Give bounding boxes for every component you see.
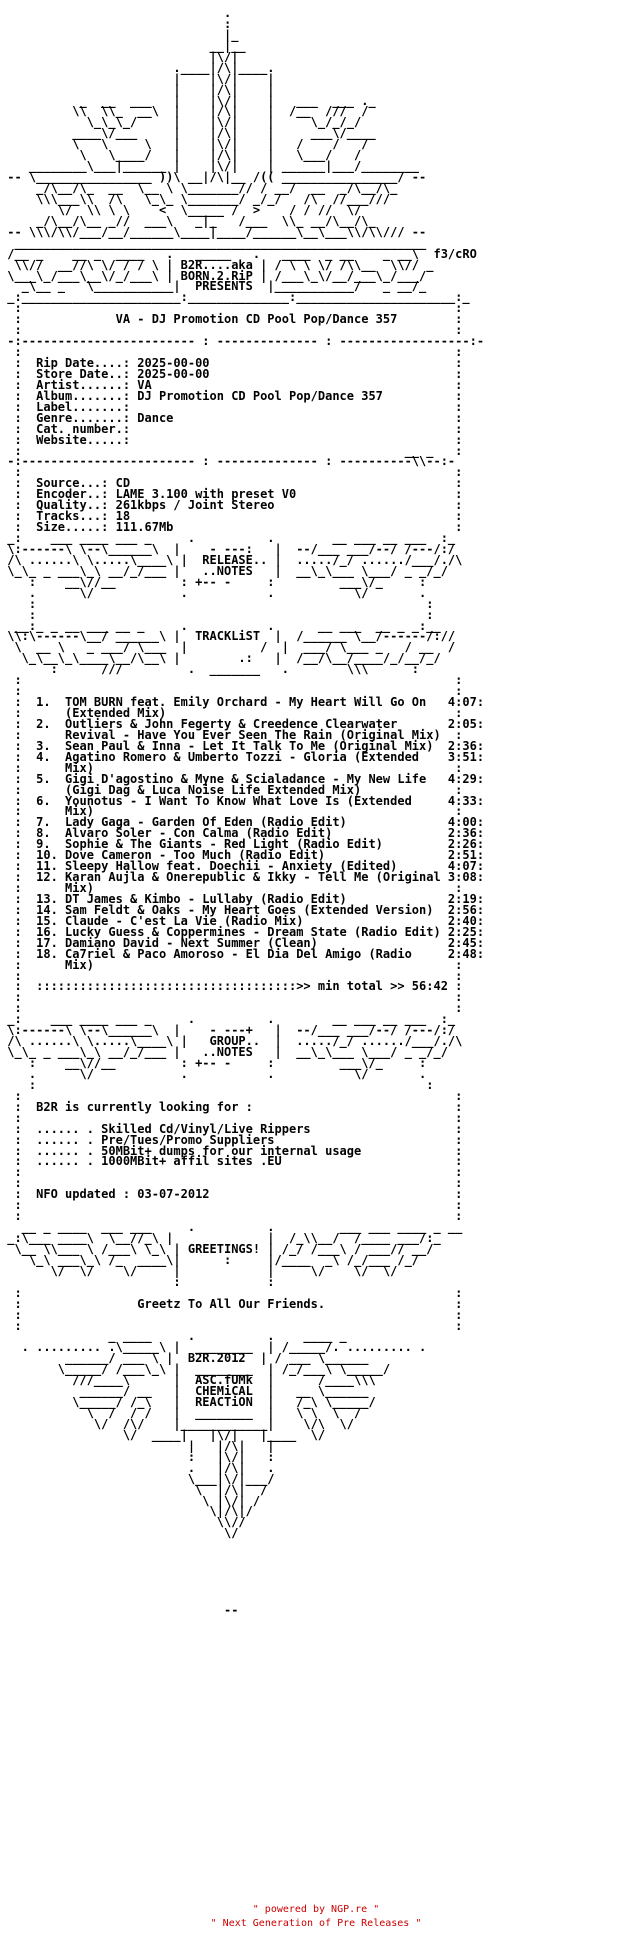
nfo-line: \\// __//\ \/ / / \ | B2R....aka | / \ \ \/ /\\__ \\// _ <box>0 257 434 272</box>
nfo-line: -- \________________ ))\ __|/\|__ /(( ________________/ -- <box>0 170 427 185</box>
nfo-line: \\\___\\ /\ \_\_ \_______/ _/_/ /\ //___/// <box>0 191 391 206</box>
nfo-line: _/\__/\_ __ \__ \ \_______// / __/ __ _/\__/\_ <box>0 181 398 195</box>
nfo-line: : Size.....: 111.67Mb : <box>0 520 463 535</box>
nfo-line <box>0 1561 632 1572</box>
nfo-line: : 18. Ca7riel & Paco Amoroso - El Dia Del Amigo (Radio 2:48: <box>0 946 485 961</box>
nfo-line: \_____/ /___\_\ | ________ | /_/___\ \_____/ <box>0 1362 391 1377</box>
nfo-line: : Cat. number.: : <box>0 421 463 436</box>
footer-tagline: " Next Generation of Pre Releases " <box>210 1918 422 1929</box>
nfo-line: : 2. Outliers & John Fegerty & Creedence Clearwater 2:05: <box>0 716 485 731</box>
nfo-line: : : <box>0 323 463 338</box>
nfo-line: : Genre.......: Dance : <box>0 410 463 425</box>
nfo-line: \|/\|/ <box>0 1504 253 1519</box>
nfo-line: : : <box>0 596 434 611</box>
nfo-line: __:_ _ __ ___ __ _ . . __ ___ __ _ _:__ <box>0 618 441 633</box>
nfo-line: : : <box>0 1285 463 1300</box>
nfo-line: \\:\------\__/ ______\ | TRACKLiST | /______ \__/------/:// <box>0 629 456 644</box>
nfo-line: : |\/| : <box>0 1449 275 1464</box>
nfo-line: /\ ......\ \.....\____\ | GROUP.. | ...../_/ ....../___/./\ <box>0 1034 463 1049</box>
nfo-line: : ...... . Skilled Cd/Vinyl/Live Rippers : <box>0 1121 463 1136</box>
nfo-line: : 17. Damiano David - Next Summer (Clean) 2:45: <box>0 935 485 950</box>
nfo-line: : 11. Sleepy Hallow feat. Doechii - Anxiety (Edited) 4:07: <box>0 859 485 874</box>
nfo-line: : NFO updated : 03-07-2012 : <box>0 1187 463 1202</box>
nfo-line: -:------------------------ : -------------- : ------------------:- <box>0 334 485 349</box>
nfo-line: : : <box>0 607 434 622</box>
nfo-line: : 14. Sam Feldt & Oaks - My Heart Goes (Extended Version) 2:56: <box>0 902 485 917</box>
nfo-line: \___\_/___\__\/_/___\ | BORN.2.RiP | /___\_\/__/___\_/___/ <box>0 268 427 283</box>
nfo-line: : 4. Agatino Romero & Umberto Tozzi - Gloria (Extended 3:51: <box>0 749 485 764</box>
nfo-line: : Encoder..: LAME 3.100 with preset V0 : <box>0 487 463 502</box>
nfo-line: _ __ ___ | |\/| | ___ ___ ._ <box>0 93 376 108</box>
nfo-line: : 9. Sophie & The Giants - Red Light (Radio Edit) 2:26: <box>0 837 485 852</box>
nfo-line: \ |\/| / <box>0 1493 261 1508</box>
nfo-text <box>0 8 632 1616</box>
nfo-line: : 16. Lucky Guess & Coppermines - Dream State (Radio Edit) 2:25: <box>0 924 485 939</box>
nfo-line: : : <box>0 1176 463 1191</box>
nfo-line: : ::::::::::::::::::::::::::::::::::::>> min total >> 56:42 : <box>0 979 463 994</box>
nfo-line: \_\__\_\____\__/\__\ | .: | /__/\__/____/_/__/_/ <box>0 651 441 666</box>
nfo-line: \\ \\_ __\ | |/\| | /__ /// / <box>0 104 369 119</box>
nfo-line: _: ___ ____ ___ _ . . __ ___ __ ___ :_ <box>0 1012 456 1027</box>
nfo-line: \_\_\_/ | |\/| | \_/_/_/ <box>0 115 362 130</box>
nfo-line: : /// . _______ . \\\ : <box>0 662 420 677</box>
nfo-line: ______/ ___ \ | B2R.2012 | / ___ \______ <box>0 1351 369 1366</box>
nfo-line: _ ____ . . ____ _ <box>0 1329 347 1344</box>
nfo-line: : Rip Date....: 2025-00-00 : <box>0 356 463 370</box>
nfo-line: : VA - DJ Promotion CD Pool Pop/Dance 357 : <box>0 312 463 327</box>
nfo-line: \_\ ___\_\ /_ ____\| : |/____ _\ /_/___ /_/ <box>0 1252 420 1267</box>
nfo-line: |\/| <box>0 49 239 64</box>
nfo-line: |_ <box>0 27 239 42</box>
nfo-line: : : <box>0 1274 275 1289</box>
nfo-line: : : <box>0 465 463 480</box>
nfo-line: ______/ __ | CHEMiCAL | __ \______ <box>0 1384 369 1399</box>
nfo-line: \_\_ _ ___\_\ __/_/___ | ..NOTES | __\_\___ \___/ _ _/_/ <box>0 563 448 578</box>
nfo-line: : __\//__ : +-- - : ___\/_ : <box>0 574 427 589</box>
nfo-line: \ \____/ | |/\| | \___/ / <box>0 148 362 163</box>
nfo-line: : : <box>0 684 463 699</box>
nfo-line: : B2R is currently looking for : : <box>0 1099 463 1114</box>
nfo-line: : ...... . 1000MBit+ affil sites .EU : <box>0 1154 463 1169</box>
nfo-line <box>0 1550 632 1561</box>
nfo-line: \ \ \ | |\/| | / / / <box>0 137 369 152</box>
nfo-line: . |/\| . <box>0 1460 275 1475</box>
nfo-line: . \/ . . \/ . <box>0 1066 427 1081</box>
nfo-line: \:------\ \--\______\ | - ---+ | --/___ ___/--/ /---/:/ <box>0 1023 456 1038</box>
nfo-line: _\__ _ \___________| PRESENTS |___________/ _ __/_ <box>0 279 427 294</box>
nfo-line: : : <box>0 1165 463 1180</box>
nfo-line: : 15. Claude - C'est La Vie (Radio Mix) 2:40: <box>0 913 485 928</box>
nfo-line: __ _ ____ ___ ___ . . ___ ___ ____ _ __ <box>0 1220 463 1235</box>
nfo-line: : 12. Karan Aujla & Onerepublic & Ikky - Tell Me (Original 3:08: <box>0 870 485 885</box>
nfo-line: : : <box>0 301 463 316</box>
nfo-line: __|__ <box>0 38 246 53</box>
nfo-line: : : <box>0 968 463 983</box>
nfo-line: \_____/ /_\ | REACTiON | /_\ \_____/ <box>0 1395 376 1410</box>
nfo-line: : 6. Younotus - I Want To Know What Love Is (Extended 4:33: <box>0 793 485 808</box>
footer-prefix: " powered by <box>252 1904 332 1915</box>
nfo-line: : : <box>0 673 463 688</box>
nfo-line: : __\//__ : +-- - : ___\/_ : <box>0 1056 427 1070</box>
nfo-line: : 8. Alvaro Soler - Con Calma (Radio Edit) 2:36: <box>0 826 485 841</box>
nfo-line: | |/\| | <box>0 82 275 97</box>
nfo-line: : Label.......: : <box>0 399 463 414</box>
nfo-line: ____\/___ | |/\| | ___\/____ <box>0 126 376 141</box>
nfo-line <box>0 1539 632 1550</box>
nfo-line: : : <box>0 1110 463 1125</box>
nfo-line: . \/ . . \/ . <box>0 585 427 600</box>
nfo-line: : : <box>0 1088 463 1103</box>
nfo-line: _:\___ ____\ \__//_\ | | /_\\__/ /____ ___/:_ <box>0 1231 441 1245</box>
nfo-line: \ |/\| / <box>0 1482 268 1497</box>
nfo-line: -- <box>0 1602 239 1616</box>
nfo-line: \___|\/|___/ <box>0 1471 275 1486</box>
nfo-line: . <box>0 8 232 20</box>
nfo-line: | |/\| | <box>0 1438 275 1453</box>
nfo-line: /__ _ __ _ ____ . _____ . ____ _ __ _ __\ f3/cRO <box>0 246 477 261</box>
nfo-line: /\ ......\ \.....\____\ | RELEASE.. | ...../_/ ....../___/./\ <box>0 552 463 567</box>
nfo-line: ///____\ | ASC.fUMk | /____\\\ <box>0 1373 376 1388</box>
nfo-line: _: ___ ____ ___ _ . . __ ___ __ ___ :_ <box>0 531 456 545</box>
nfo-line: : 3. Sean Paul & Inna - Let It Talk To Me (Original Mix) 2:36: <box>0 738 485 753</box>
nfo-line: : __ _ : <box>0 443 463 458</box>
nfo-line: : : <box>0 1077 434 1092</box>
nfo-line: : Mix) : <box>0 957 463 972</box>
footer-suffix: " <box>367 1904 380 1915</box>
nfo-line: \\// <box>0 1515 246 1530</box>
nfo-line: \ / / / | ________ | \ \ \ / <box>0 1406 362 1420</box>
nfo-line: : Website.....: : <box>0 432 463 447</box>
nfo-line: : Mix) : <box>0 804 463 819</box>
nfo-line <box>0 1572 632 1583</box>
nfo-line: : Album.......: DJ Promotion CD Pool Pop/Dance 357 : <box>0 388 463 403</box>
nfo-line: : Quality..: 261kbps / Joint Stereo : <box>0 498 463 513</box>
nfo-line: : Greetz To All Our Friends. : <box>0 1296 463 1311</box>
nfo-line: \_\_ _ ___\_\ __/_/___ | ..NOTES | __\_\___ \___/ _ _/_/ <box>0 1045 448 1060</box>
nfo-line: : ...... . 50MBit+ dumps for our internal usage : <box>0 1143 463 1158</box>
nfo-line: : : <box>0 1198 463 1213</box>
nfo-line: | |\/| | <box>0 71 275 86</box>
nfo-line: \:------\ \--\______\ | - ---: | --/___ ___/--/ /---/:/ <box>0 541 456 556</box>
nfo-line: -- \\\/\\/___/__/______\____|____/______\__\___\\/\\/// -- <box>0 224 427 239</box>
nfo-line: : Store Date..: 2025-00-00 : <box>0 366 463 381</box>
nfo-line: . ......... .\_____\ | ________ | /_____/. ......... . <box>0 1340 427 1355</box>
nfo-line: : (Gigi Dag & Luca Noise Life Extended Mix) : <box>0 782 463 797</box>
nfo-line: \__ \\___ \ /___\ \_\ | GREETINGS! | /_/ /___\ / ___// __/ <box>0 1241 434 1256</box>
nfo-line: : : <box>0 1001 463 1016</box>
nfo-line: : : <box>0 1307 463 1322</box>
nfo-line: ________\___|______ | |\/| | ______|___/________ <box>0 159 420 174</box>
nfo-line: : <box>0 16 232 31</box>
nfo-line: : : <box>0 990 463 1005</box>
nfo-line: : : <box>0 1318 463 1333</box>
nfo-line: : 1. TOM BURN feat. Emily Orchard - My Heart Will Go On 4:07: <box>0 695 485 710</box>
nfo-line: .____|/\|____. <box>0 60 275 75</box>
nfo-line: \/ <box>0 1526 239 1541</box>
nfo-line: : 13. DT James & Kimbo - Lullaby (Radio Edit) 2:19: <box>0 891 485 906</box>
nfo-line: : : <box>0 1209 463 1224</box>
nfo-line: : Revival - Have You Ever Seen The Rain (Original Mix) : <box>0 727 463 742</box>
nfo-line <box>0 1583 632 1594</box>
nfo-line: \/ \/ \/ | | \/ \/ \/ <box>0 1263 398 1278</box>
nfo-line: -:------------------------ : -------------- : ----------\\--:- <box>0 454 456 469</box>
nfo-line: : ...... . Pre/Tues/Promo Suppliers : <box>0 1132 463 1147</box>
nfo-line: : 5. Gigi D'agostino & Myne & Scialadance - My New Life 4:29: <box>0 771 485 786</box>
nfo-line: \/ /\/ |____________| \/\ \/ <box>0 1416 355 1431</box>
nfo-line: \ __ \ _ ___/ \___ | / | ___/ \___ _ / __ / <box>0 640 456 655</box>
footer-powered-by <box>0 1903 632 1917</box>
nfo-line: : 7. Lady Gaga - Garden Of Eden (Radio Edit) 4:00: <box>0 815 485 830</box>
nfo-line: \/ ____| |\/| |____ \/ <box>0 1427 326 1442</box>
nfo-line: : Source...: CD : <box>0 476 463 491</box>
nfo-line: : : <box>0 345 463 360</box>
nfo-line: _/\__/\__ _// ___\ _|_ /___ \\_ __/\__/\_ <box>0 213 376 228</box>
nfo-line: : Tracks...: 18 : <box>0 509 463 524</box>
ngp-link[interactable]: NGP.re <box>331 1904 368 1915</box>
nfo-line: : (Extended Mix) : <box>0 706 463 720</box>
nfo-line: \/ \\ \ \ < \_____ / > / / // \/ <box>0 202 362 217</box>
nfo-line: _________________________________________________________ <box>0 235 427 250</box>
nfo-line: _:______________________:______________:______________________:_ <box>0 290 470 305</box>
nfo-line: : Mix) : <box>0 881 463 895</box>
nfo-line: : Mix) : <box>0 760 463 775</box>
nfo-line: : 10. Dove Cameron - Too Much (Radio Edit) 2:51: <box>0 848 485 863</box>
nfo-line: : Artist......: VA : <box>0 377 463 392</box>
